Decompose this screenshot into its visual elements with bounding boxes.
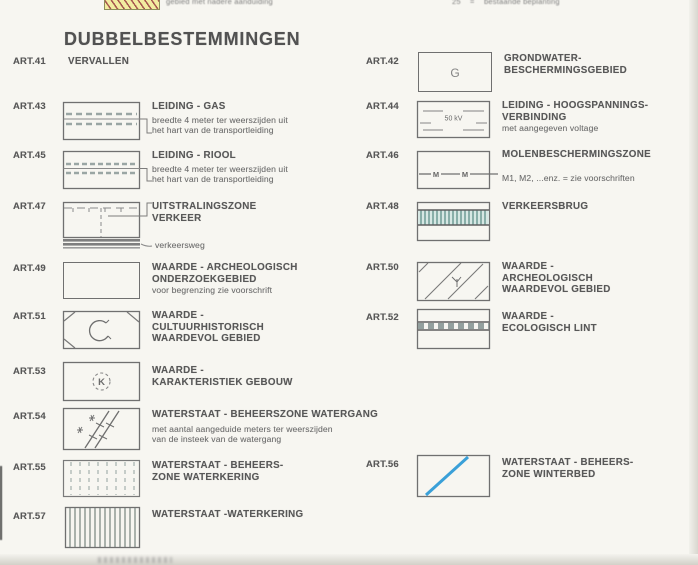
section-heading: DUBBELBESTEMMINGEN <box>64 29 301 49</box>
art53-title-line1: WAARDE - <box>152 365 204 376</box>
scan-bottom-smudge <box>98 557 172 563</box>
art44-desc: met aangegeven voltage <box>502 123 599 133</box>
art44-label: ART.44 <box>366 101 399 112</box>
art47-desc: verkeersweg <box>155 240 205 250</box>
art54-desc-line1: met aantal aangeduide meters ter weerszijden <box>152 424 333 434</box>
art43-desc-line1: breedte 4 meter ter weerszijden uit <box>152 115 288 125</box>
top-partial-equals: = <box>470 0 475 6</box>
art46-title: MOLENBESCHERMINGSZONE <box>502 149 651 160</box>
art50-symbol <box>417 262 491 302</box>
art46-symbol <box>417 151 507 191</box>
art50-title-line2: ARCHEOLOGISCH <box>502 272 593 284</box>
art42-title-line1: GRONDWATER- <box>504 53 582 64</box>
art42-symbol-letter: G <box>450 66 460 80</box>
art46-symbol-m2: M <box>461 170 469 179</box>
art55-label: ART.55 <box>13 462 46 473</box>
art49-symbol <box>63 262 140 299</box>
art47-label: ART.47 <box>13 201 46 212</box>
art50-title-line3: WAARDEVOL GEBIED <box>502 284 611 295</box>
art56-title-line2: ZONE WINTERBED <box>502 468 596 480</box>
art45-label: ART.45 <box>13 150 46 161</box>
art45-desc-line2: het hart van de transportleiding <box>152 174 274 184</box>
art43-desc-line2: het hart van de transportleiding <box>152 125 274 135</box>
art55-symbol <box>63 460 140 497</box>
art47-title-line2: VERKEER <box>152 212 202 224</box>
art45-title: LEIDING - RIOOL <box>152 150 236 161</box>
art46-label: ART.46 <box>366 150 399 161</box>
art48-symbol <box>417 202 491 244</box>
art51-title-line3: WAARDEVOL GEBIED <box>152 333 261 344</box>
scan-edge-right <box>689 0 698 565</box>
top-partial-code: 25 <box>452 0 461 6</box>
yellow-hatch-symbol <box>104 0 160 10</box>
art45-symbol <box>63 151 158 193</box>
art41-label: ART.41 <box>13 56 46 67</box>
art53-title-line2: KARAKTERISTIEK GEBOUW <box>152 376 293 388</box>
art51-label: ART.51 <box>13 311 46 322</box>
art55-title-line2: ZONE WATERKERING <box>152 471 260 483</box>
art47-title-line1: UITSTRALINGSZONE <box>152 201 257 212</box>
art53-symbol-letter: K <box>98 377 105 388</box>
art52-symbol <box>417 309 491 350</box>
art43-label: ART.43 <box>13 101 46 112</box>
art52-label: ART.52 <box>366 312 399 323</box>
art51-title-line1: WAARDE - <box>152 310 204 321</box>
top-partial-left-text: gebied met nadere aanduiding <box>166 0 273 6</box>
art41-title: VERVALLEN <box>68 56 130 67</box>
art46-desc: M1, M2, ...enz. = zie voorschriften <box>502 173 635 183</box>
art56-symbol <box>417 455 491 497</box>
art44-symbol-text: 50 kV <box>444 115 463 123</box>
art50-title-line1: WAARDE - <box>502 261 554 272</box>
art57-label: ART.57 <box>13 511 46 522</box>
art44-title-line2: VERBINDING <box>502 111 567 123</box>
art42-label: ART.42 <box>366 56 399 67</box>
art49-title-line2: ONDERZOEKGEBIED <box>152 273 257 285</box>
art57-symbol <box>65 507 140 548</box>
art43-title: LEIDING - GAS <box>152 101 226 112</box>
art49-desc: voor begrenzing zie voorschrift <box>152 285 273 295</box>
art44-title-line1: LEIDING - HOOGSPANNINGS- <box>502 100 649 111</box>
art45-desc-line1: breedte 4 meter ter weerszijden uit <box>152 164 288 174</box>
art49-label: ART.49 <box>13 263 46 274</box>
art44-symbol <box>417 101 502 139</box>
art54-title: WATERSTAAT - BEHEERSZONE WATERGANG <box>152 409 379 420</box>
art49-title-line1: WAARDE - ARCHEOLOGISCH <box>152 262 298 273</box>
art54-desc-line2: van de insteek van de watergang <box>152 434 282 444</box>
art52-title-line2: ECOLOGISCH LINT <box>502 322 597 334</box>
art55-title-line1: WATERSTAAT - BEHEERS- <box>152 460 284 471</box>
art53-label: ART.53 <box>13 366 46 377</box>
art57-title: WATERSTAAT -WATERKERING <box>152 509 304 520</box>
art53-symbol <box>63 362 140 401</box>
art56-label: ART.56 <box>366 459 399 470</box>
art42-title-line2: BESCHERMINGSGEBIED <box>504 64 627 76</box>
art54-label: ART.54 <box>13 411 46 422</box>
art56-title-line1: WATERSTAAT - BEHEERS- <box>502 457 634 468</box>
art48-title: VERKEERSBRUG <box>502 201 589 212</box>
top-partial-right-text: bestaande beplanting <box>484 0 560 6</box>
art52-title-line1: WAARDE - <box>502 311 554 322</box>
art50-label: ART.50 <box>366 262 399 273</box>
art48-label: ART.48 <box>366 201 399 212</box>
art47-symbol <box>63 202 163 254</box>
scan-edge-left-sliver <box>0 466 2 540</box>
art46-symbol-m1: M <box>432 170 440 179</box>
art51-title-line2: CULTUURHISTORISCH <box>152 321 264 333</box>
art54-symbol <box>63 408 140 450</box>
art43-symbol <box>63 102 158 144</box>
art51-symbol <box>63 311 140 349</box>
